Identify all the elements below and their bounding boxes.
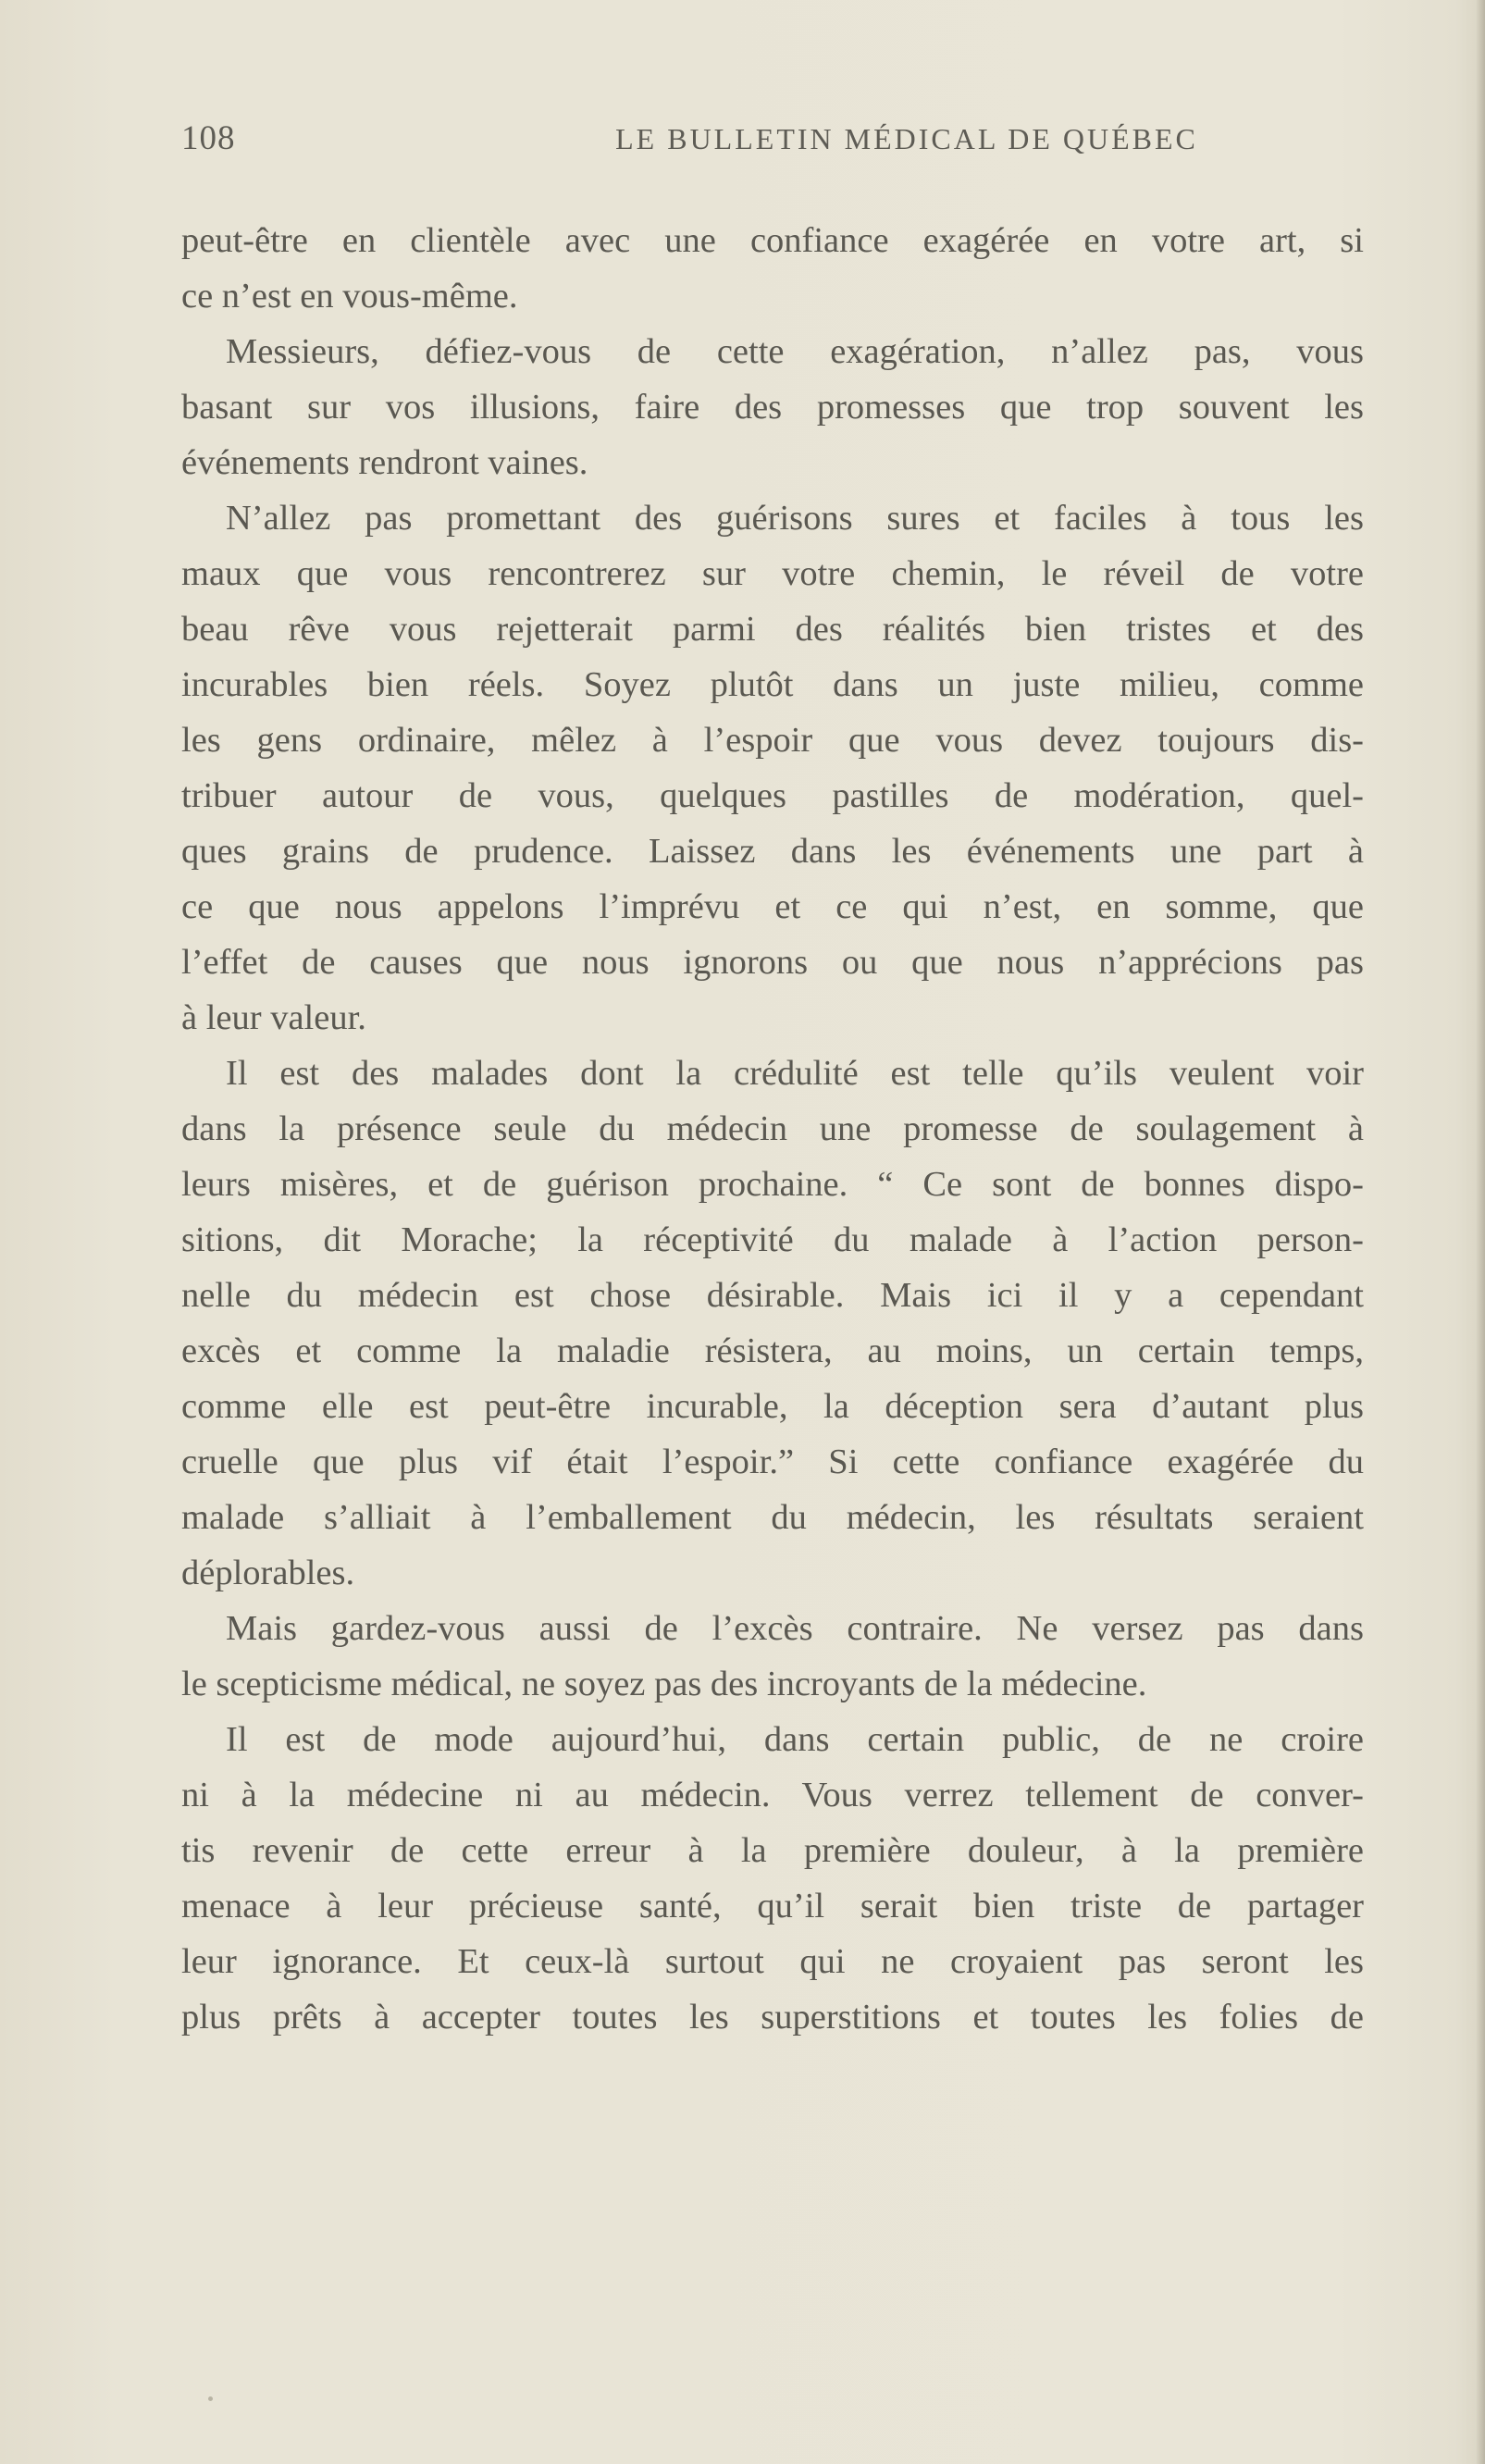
text-line: Mais gardez-vous aussi de l’excès contraire. Ne versez pas dans — [226, 1609, 1364, 1648]
text-line: malade s’alliait à l’emballement du médecin, les résultats seraient — [181, 1498, 1364, 1537]
text-line: Il est des malades dont la crédulité est telle qu’ils veulent voir — [226, 1054, 1364, 1093]
paragraph — [181, 1601, 1364, 1712]
text-line: excès et comme la maladie résistera, au moins, un certain temps, — [181, 1331, 1364, 1370]
text-line: l’effet de causes que nous ignorons ou que nous n’apprécions pas — [181, 943, 1364, 982]
page-number: 108 — [181, 119, 236, 157]
text-line: beau rêve vous rejetterait parmi des réalités bien tristes et des — [181, 610, 1364, 649]
text-line: nelle du médecin est chose désirable. Mais ici il y a cependant — [181, 1276, 1364, 1315]
paragraph — [181, 1712, 1364, 2045]
page-edge-shadow — [1476, 0, 1485, 2464]
text-line: incurables bien réels. Soyez plutôt dans un juste milieu, comme — [181, 665, 1364, 704]
text-line: sitions, dit Morache; la réceptivité du malade à l’action person- — [181, 1220, 1364, 1259]
text-line: basant sur vos illusions, faire des promesses que trop souvent les — [181, 388, 1364, 427]
text-line: menace à leur précieuse santé, qu’il serait bien triste de partager — [181, 1887, 1364, 1925]
text-line: tis revenir de cette erreur à la première douleur, à la première — [181, 1831, 1364, 1870]
text-line: cruelle que plus vif était l’espoir.” Si cette confiance exagérée du — [181, 1442, 1364, 1481]
body-text — [181, 213, 1364, 2045]
text-line: N’allez pas promettant des guérisons sures et faciles à tous les — [226, 499, 1364, 538]
text-line: à leur valeur. — [181, 998, 366, 1037]
text-line: comme elle est peut-être incurable, la déception sera d’autant plus — [181, 1387, 1364, 1426]
text-line: événements rendront vaines. — [181, 443, 588, 482]
text-line: tribuer autour de vous, quelques pastilles de modération, quel- — [181, 776, 1364, 815]
text-line: leur ignorance. Et ceux-là surtout qui ne croyaient pas seront les — [181, 1942, 1364, 1981]
text-line: ni à la médecine ni au médecin. Vous verrez tellement de conver- — [181, 1776, 1364, 1814]
text-line: peut-être en clientèle avec une confiance exagérée en votre art, si — [181, 221, 1364, 260]
text-line: ce que nous appelons l’imprévu et ce qui n’est, en somme, que — [181, 887, 1364, 926]
text-line: Il est de mode aujourd’hui, dans certain public, de ne croire — [226, 1720, 1364, 1759]
paragraph — [181, 1046, 1364, 1601]
running-title: LE BULLETIN MÉDICAL DE QUÉBEC — [615, 122, 1198, 155]
text-line: les gens ordinaire, mêlez à l’espoir que vous devez toujours dis- — [181, 721, 1364, 760]
paragraph — [181, 324, 1364, 490]
text-line: leurs misères, et de guérison prochaine. “ Ce sont de bonnes dispo- — [181, 1165, 1364, 1204]
text-line: maux que vous rencontrerez sur votre chemin, le réveil de votre — [181, 554, 1364, 593]
text-line: dans la présence seule du médecin une promesse de soulagement à — [181, 1109, 1364, 1148]
paper-speck — [208, 2396, 213, 2401]
text-line: plus prêts à accepter toutes les superstitions et toutes les folies de — [181, 1998, 1364, 2037]
page-header — [181, 118, 1364, 165]
paragraph — [181, 213, 1364, 324]
text-line: Messieurs, défiez-vous de cette exagération, n’allez pas, vous — [226, 332, 1364, 371]
text-line: déplorables. — [181, 1554, 355, 1592]
text-line: le scepticisme médical, ne soyez pas des incroyants de la médecine. — [181, 1665, 1147, 1703]
text-line: ce n’est en vous-même. — [181, 277, 518, 316]
text-line: ques grains de prudence. Laissez dans les événements une part à — [181, 832, 1364, 871]
paragraph — [181, 490, 1364, 1046]
